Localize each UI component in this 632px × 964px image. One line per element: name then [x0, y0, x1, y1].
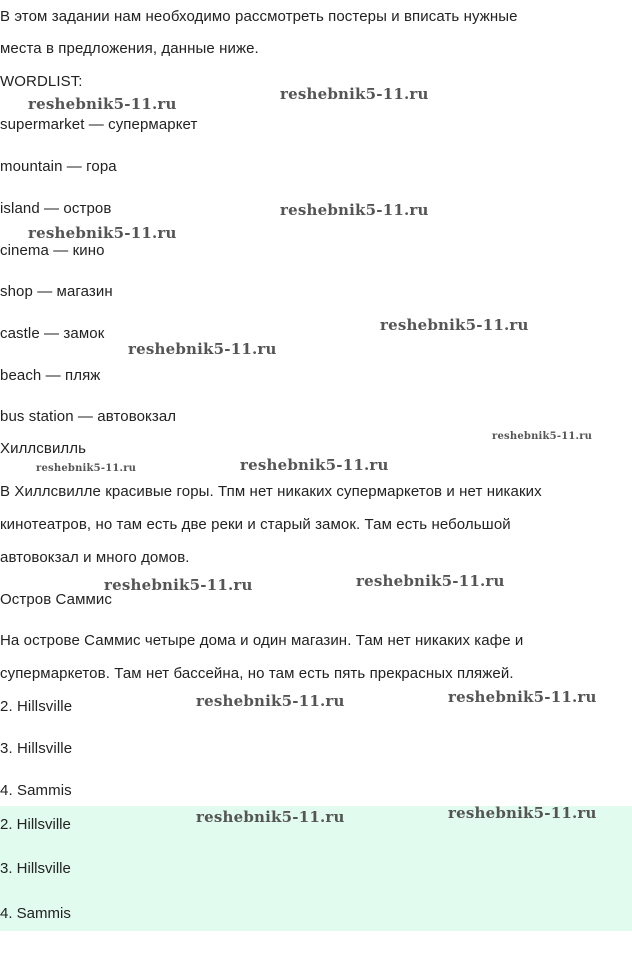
sammis-text-line: супермаркетов. Там нет бассейна, но там есть пять прекрасных пляжей.: [0, 665, 514, 682]
wordlist-item: cinema — кино: [0, 242, 105, 259]
wordlist-item: island — остров: [0, 200, 112, 217]
sammis-text-line: На острове Саммис четыре дома и один магазин. Там нет никаких кафе и: [0, 632, 524, 649]
answer-item: 3. Hillsville: [0, 740, 73, 757]
wordlist-item: shop — магазин: [0, 283, 113, 300]
watermark-text: reshebnik5-11.ru: [280, 85, 429, 103]
hillsville-title: Хиллсвилль: [0, 440, 87, 457]
wordlist-item: castle — замок: [0, 325, 105, 342]
watermark-text: reshebnik5-11.ru: [196, 692, 345, 710]
wordlist-item: bus station — автовокзал: [0, 408, 177, 425]
answer-highlight-item: 4. Sammis: [0, 905, 71, 922]
watermark-text: reshebnik5-11.ru: [104, 576, 253, 594]
hillsville-text-line: кинотеатров, но там есть две реки и старый замок. Там есть небольшой: [0, 516, 511, 533]
answer-item: 4. Sammis: [0, 782, 72, 799]
watermark-text: reshebnik5-11.ru: [196, 808, 345, 826]
watermark-text: reshebnik5-11.ru: [240, 456, 389, 474]
answer-highlight-item: 3. Hillsville: [0, 860, 71, 877]
watermark-text: reshebnik5-11.ru: [448, 688, 597, 706]
answer-highlight-item: 2. Hillsville: [0, 816, 71, 833]
intro-line-2: места в предложения, данные ниже.: [0, 40, 259, 57]
hillsville-text-line: автовокзал и много домов.: [0, 549, 190, 566]
watermark-text: reshebnik5-11.ru: [28, 224, 177, 242]
wordlist-heading: WORDLIST:: [0, 73, 83, 90]
watermark-text: reshebnik5-11.ru: [128, 340, 277, 358]
watermark-text: reshebnik5-11.ru: [36, 463, 137, 474]
wordlist-item: beach — пляж: [0, 367, 101, 384]
sammis-title: Остров Саммис: [0, 591, 113, 608]
wordlist-item: mountain — гора: [0, 158, 117, 175]
watermark-text: reshebnik5-11.ru: [356, 572, 505, 590]
watermark-text: reshebnik5-11.ru: [380, 316, 529, 334]
hillsville-text-line: В Хиллсвилле красивые горы. Тпм нет никаких супермаркетов и нет никаких: [0, 483, 542, 500]
watermark-text: reshebnik5-11.ru: [280, 201, 429, 219]
watermark-text: reshebnik5-11.ru: [28, 95, 177, 113]
intro-line-1: В этом задании нам необходимо рассмотреть постеры и вписать нужные: [0, 8, 518, 25]
watermark-text: reshebnik5-11.ru: [492, 431, 593, 442]
wordlist-item: supermarket — супермаркет: [0, 116, 198, 133]
answer-item: 2. Hillsville: [0, 698, 73, 715]
watermark-text: reshebnik5-11.ru: [448, 804, 597, 822]
